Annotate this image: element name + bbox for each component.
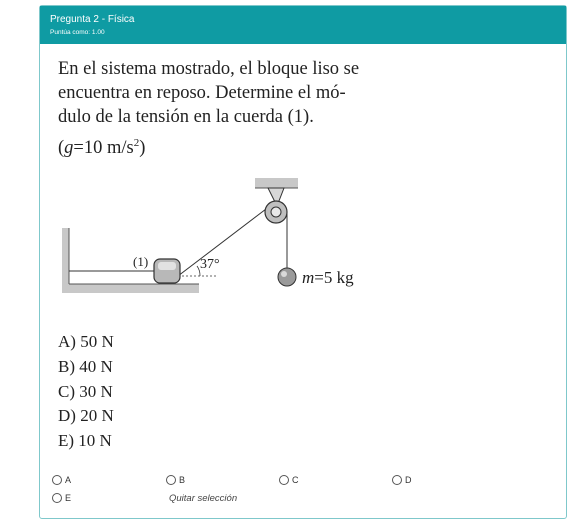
radio-option-a[interactable] <box>52 475 71 485</box>
formula-open: ( <box>58 138 65 159</box>
radio-circle[interactable] <box>52 493 62 503</box>
radio-option-b[interactable] <box>166 475 185 485</box>
question-score: Puntúa como: 1.00 <box>50 29 105 36</box>
radio-circle[interactable] <box>166 475 176 485</box>
option-d-text <box>58 406 114 426</box>
option-letter: C) <box>58 382 75 401</box>
question-word: Pregunta <box>50 14 91 25</box>
rope-inclined <box>178 206 270 276</box>
mass-symbol: m <box>302 268 315 287</box>
radio-option-c[interactable] <box>279 475 299 485</box>
question-subject: - Física <box>101 14 135 25</box>
mass-highlight <box>281 271 287 277</box>
radio-label: D <box>405 475 412 485</box>
mass-label <box>302 268 354 287</box>
option-value: 50 N <box>80 332 114 351</box>
physics-diagram <box>40 6 568 326</box>
floor <box>62 284 199 293</box>
option-letter: D) <box>58 406 76 425</box>
angle-label: 37° <box>200 257 220 272</box>
option-e-text <box>58 431 112 451</box>
question-number: 2 <box>93 14 99 25</box>
ceiling <box>255 178 298 188</box>
rope-label: (1) <box>133 254 149 269</box>
option-letter: A) <box>58 332 76 351</box>
question-line-2: encuentra en reposo. Determine el mó- <box>58 83 346 103</box>
wall <box>62 228 69 292</box>
option-value: 40 N <box>79 357 113 376</box>
option-value: 20 N <box>80 406 114 425</box>
option-value: 10 N <box>78 431 112 450</box>
option-c-text <box>58 382 113 402</box>
radio-circle[interactable] <box>279 475 289 485</box>
option-value: 30 N <box>79 382 113 401</box>
hanging-mass <box>278 268 296 286</box>
option-letter: B) <box>58 357 75 376</box>
radio-label: E <box>65 493 72 503</box>
radio-circle[interactable] <box>52 475 62 485</box>
radio-option-e[interactable] <box>52 493 71 503</box>
radio-label: B <box>179 475 186 485</box>
question-line-1: En el sistema mostrado, el bloque liso se <box>58 59 360 79</box>
radio-label: C <box>292 475 299 485</box>
option-a-text <box>58 332 114 352</box>
pulley-axle <box>271 207 281 217</box>
formula-g: g <box>64 138 74 159</box>
question-line-3: dulo de la tensión en la cuerda (1). <box>58 107 314 127</box>
radio-option-d[interactable] <box>392 475 412 485</box>
block-highlight <box>158 262 176 270</box>
option-b-text <box>58 357 113 377</box>
clear-selection-link[interactable]: Quitar selección <box>169 493 238 504</box>
question-card <box>39 5 567 519</box>
radio-label: A <box>65 475 72 485</box>
option-letter: E) <box>58 431 75 450</box>
radio-circle[interactable] <box>392 475 402 485</box>
formula-eq: =10 m/s <box>73 138 134 159</box>
mass-value: =5 kg <box>314 268 354 287</box>
formula-close: ) <box>139 138 146 159</box>
formula-exp: 2 <box>133 137 140 149</box>
